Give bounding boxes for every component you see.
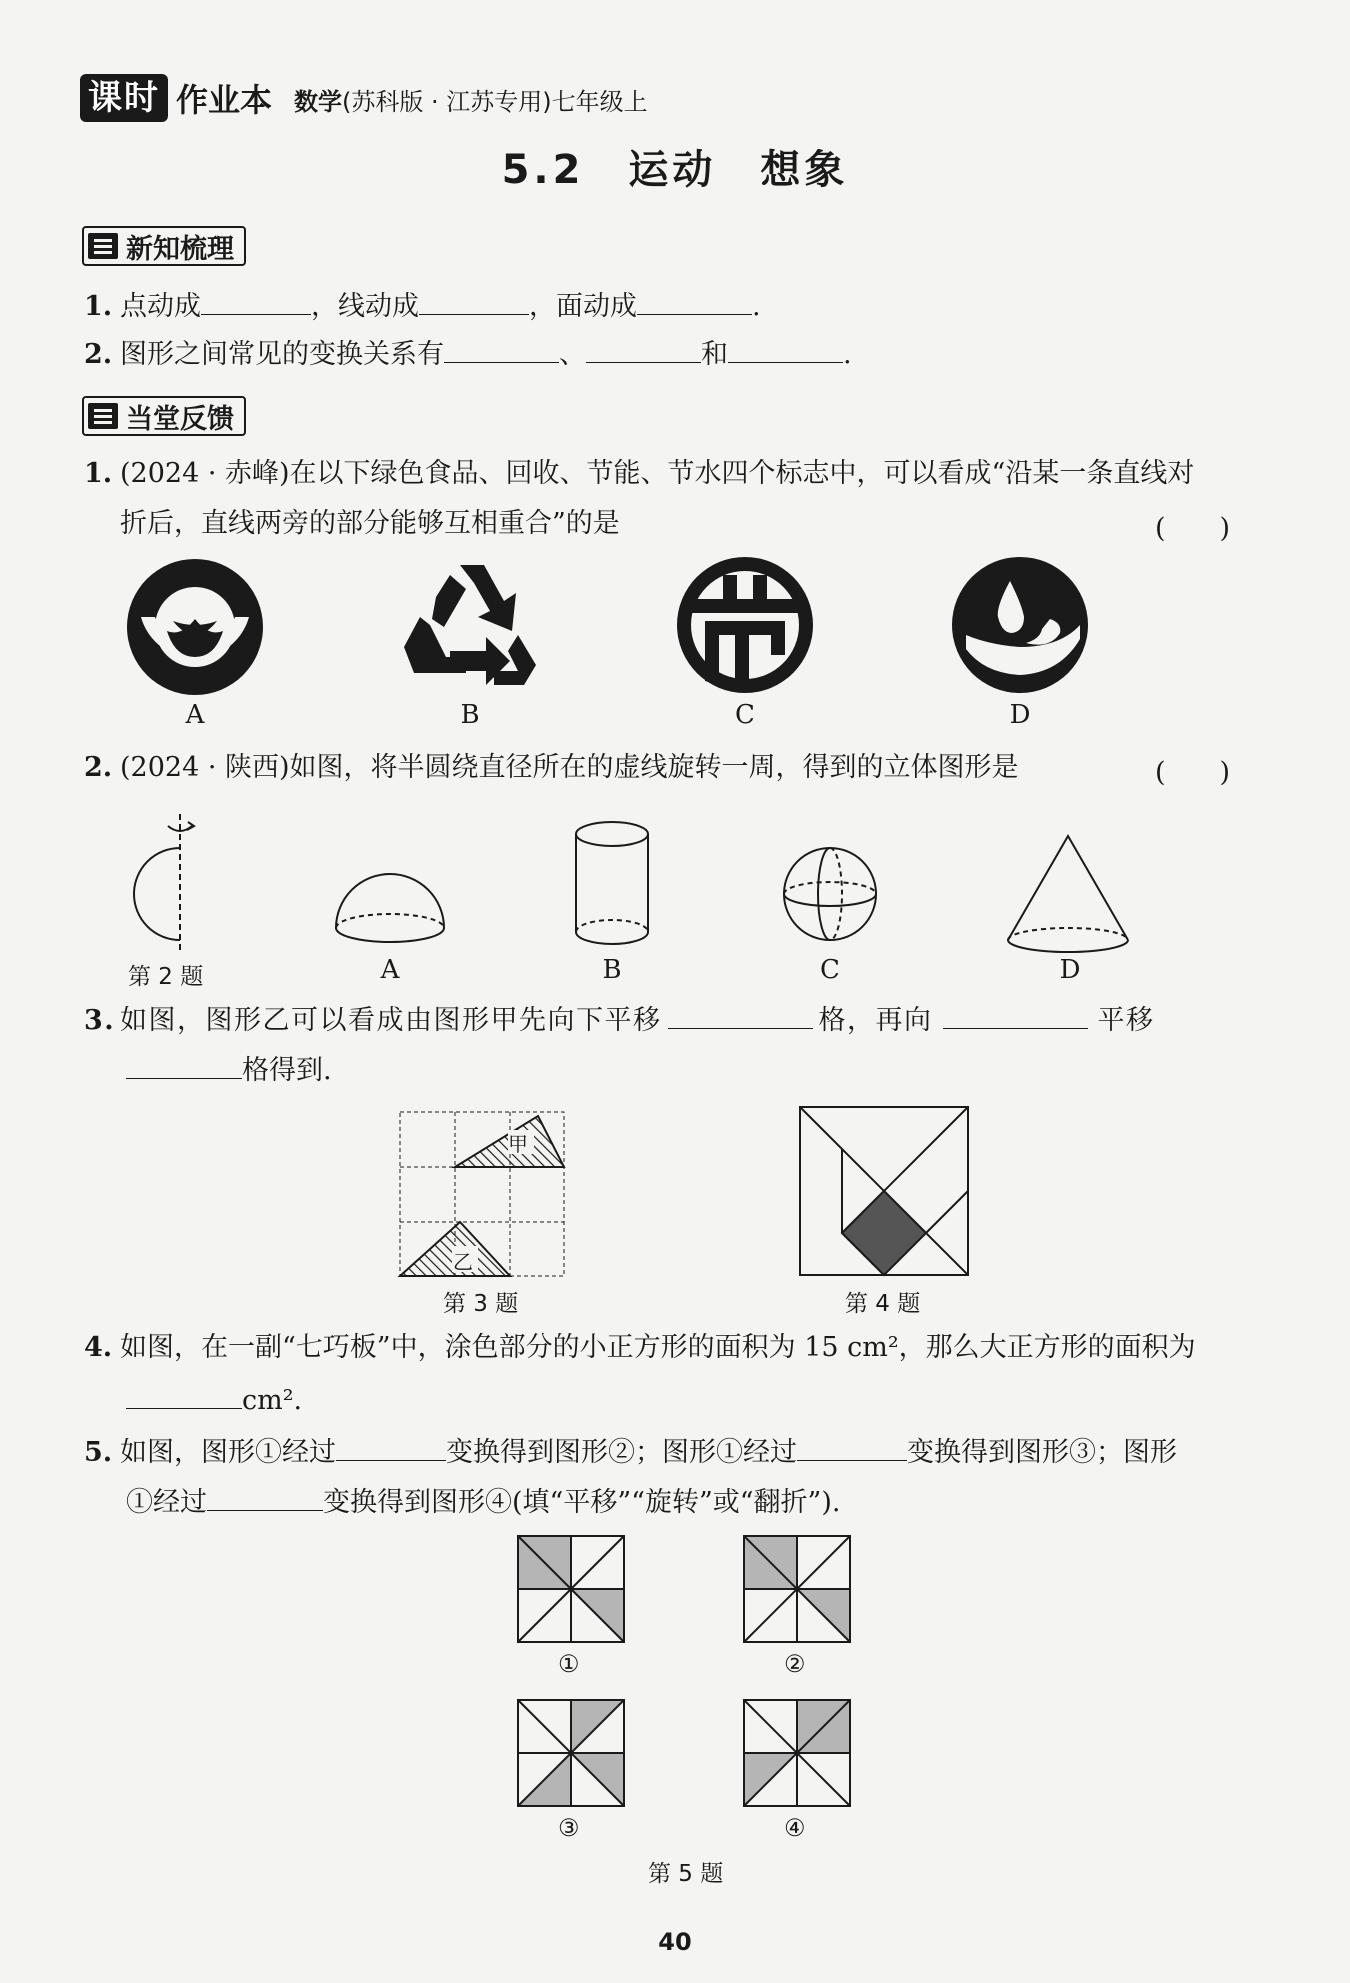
section-header-new-knowledge: 新知梳理 (82, 226, 246, 266)
q1-option-b: B (460, 700, 480, 730)
cone-figure (1008, 836, 1128, 952)
label-yi: 乙 (453, 1250, 473, 1274)
green-food-logo-icon (127, 559, 263, 695)
q3-grid-figure (400, 1112, 570, 1282)
answer-blank[interactable] (419, 286, 529, 315)
q2-option-a: A (380, 955, 400, 985)
q2-figure-caption: 第 2 题 (128, 964, 204, 990)
question-1-line-1: 1. (2024 · 赤峰)在以下绿色食品、回收、节能、节水四个标志中，可以看成“沿某一条直线对 (84, 458, 1195, 489)
label-figure-3: ③ (558, 1814, 580, 1842)
question-3-line-2: 格得到. (126, 1050, 332, 1089)
q2-option-d: D (1059, 955, 1081, 985)
question-5-line-2: ①经过 变换得到图形④(填“平移”“旋转”或“翻折”). (126, 1482, 840, 1521)
answer-blank[interactable] (336, 1432, 446, 1461)
question-1-line-2: 折后，直线两旁的部分能够互相重合”的是 (120, 508, 620, 539)
energy-saving-logo-icon (677, 557, 813, 693)
label-figure-1: ① (558, 1650, 580, 1678)
q5-figure-caption: 第 5 题 (648, 1861, 724, 1887)
answer-blank[interactable] (126, 1050, 242, 1079)
q3-figure-caption: 第 3 题 (443, 1291, 519, 1317)
q2-option-b: B (602, 955, 622, 985)
notebook-icon (88, 233, 118, 259)
section-header-in-class: 当堂反馈 (82, 396, 246, 436)
section-title: 5.2 运动 想象 (501, 147, 849, 193)
cylinder-figure (576, 822, 648, 944)
q4-figure-caption: 第 4 题 (845, 1291, 921, 1317)
q1-option-d: D (1009, 700, 1031, 730)
figure-3 (518, 1700, 624, 1806)
book-subject: 数学(苏科版 · 江苏专用)七年级上 (294, 88, 648, 116)
recycle-logo-icon (404, 565, 536, 685)
q2-figures (120, 810, 1120, 950)
shaded-small-square (842, 1191, 926, 1275)
answer-blank[interactable] (207, 1482, 323, 1511)
answer-blank[interactable] (201, 286, 311, 315)
water-saving-logo-icon (952, 557, 1088, 693)
question-2: 2. (2024 · 陕西)如图，将半圆绕直径所在的虚线旋转一周，得到的立体图形是 (84, 752, 1019, 783)
answer-blank[interactable] (797, 1432, 907, 1461)
semicircle-figure (134, 814, 194, 950)
question-3-line-1: 3. 如图，图形乙可以看成由图形甲先向下平移 格，再向 平移 (84, 1000, 1155, 1039)
hemisphere-figure (336, 874, 444, 942)
figure-2 (744, 1536, 850, 1642)
question-4-line-1: 4. 如图，在一副“七巧板”中，涂色部分的小正方形的面积为 15 cm²，那么大正方形的面积为 (84, 1332, 1196, 1363)
answer-blank[interactable] (444, 334, 559, 363)
sphere-figure (784, 848, 876, 940)
label-figure-4: ④ (784, 1814, 806, 1842)
knowledge-item-1: 1. 点动成 ，线动成 ，面动成 . (84, 286, 761, 325)
knowledge-item-2: 2. 图形之间常见的变换关系有 、 和 . (84, 334, 852, 373)
answer-blank[interactable] (586, 334, 701, 363)
question-5-line-1: 5. 如图，图形①经过 变换得到图形②；图形①经过 变换得到图形③；图形 (84, 1432, 1177, 1471)
book-logo: 课时 (80, 74, 168, 122)
label-figure-2: ② (784, 1650, 806, 1678)
q4-tangram-figure (800, 1107, 970, 1277)
book-series-name: 作业本 (176, 81, 273, 119)
answer-blank[interactable] (728, 334, 843, 363)
page-number: 40 (658, 1928, 692, 1956)
q2-option-c: C (820, 955, 840, 985)
answer-blank[interactable] (943, 1000, 1088, 1029)
pencil-icon (88, 403, 118, 429)
answer-paren[interactable]: ( ) (1155, 513, 1231, 544)
book-header (80, 72, 648, 122)
q1-logos (120, 555, 1120, 745)
q1-option-c: C (735, 700, 755, 730)
q1-option-a: A (185, 700, 205, 730)
answer-blank[interactable] (126, 1380, 242, 1409)
figure-1 (518, 1536, 624, 1642)
answer-paren[interactable]: ( ) (1155, 757, 1231, 788)
answer-blank[interactable] (668, 1000, 813, 1029)
answer-blank[interactable] (637, 286, 752, 315)
question-4-line-2: cm². (126, 1380, 302, 1419)
label-jia: 甲 (508, 1132, 528, 1156)
figure-4 (744, 1700, 850, 1806)
